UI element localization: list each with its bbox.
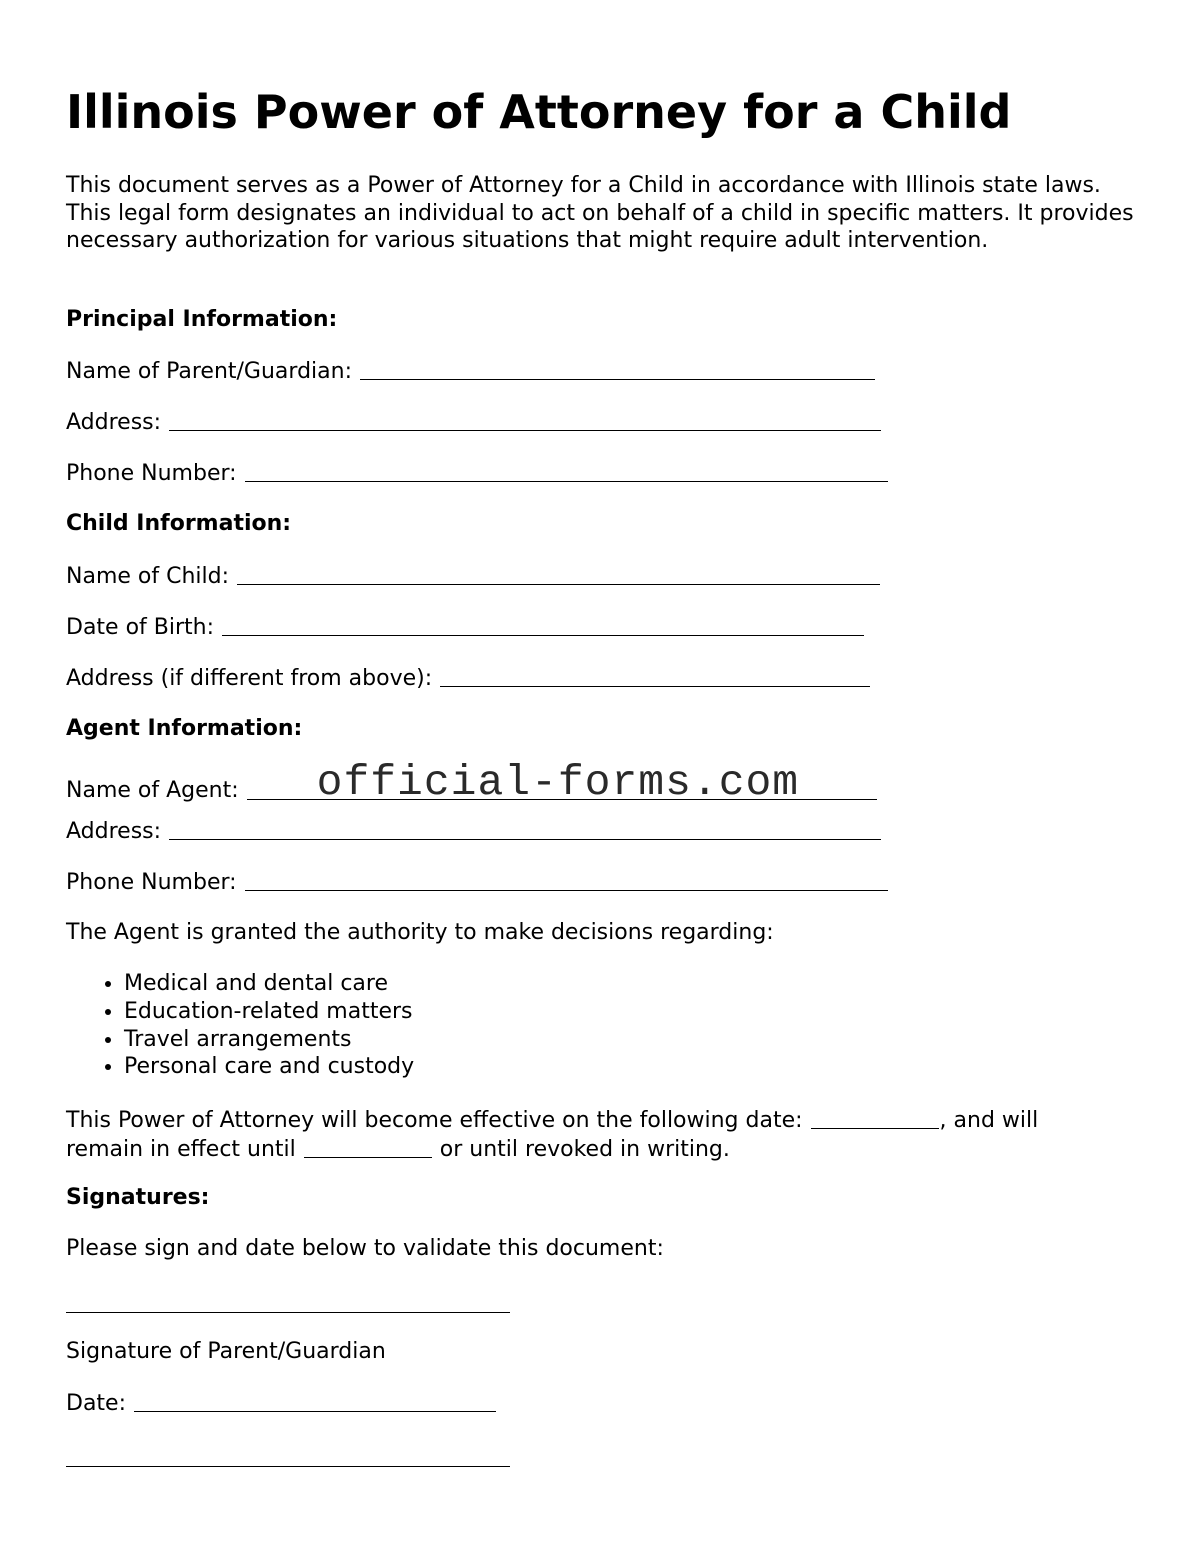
agent-address-label: Address: xyxy=(66,819,162,844)
agent-address-blank[interactable] xyxy=(169,819,881,840)
principal-phone-label: Phone Number: xyxy=(66,461,237,486)
parent-date-label: Date: xyxy=(66,1391,126,1416)
agent-phone-label: Phone Number: xyxy=(66,870,237,895)
agent-name-label: Name of Agent: xyxy=(66,778,239,803)
agent-phone-field xyxy=(66,868,888,897)
signatures-heading: Signatures: xyxy=(66,1185,210,1210)
child-heading: Child Information: xyxy=(66,511,292,536)
document-title: Illinois Power of Attorney for a Child xyxy=(66,85,1012,139)
child-address-field xyxy=(66,664,870,693)
parent-signature-line[interactable] xyxy=(66,1312,510,1313)
effective-text-3: remain in effect until xyxy=(66,1136,296,1162)
principal-address-label: Address: xyxy=(66,410,162,435)
child-address-blank[interactable] xyxy=(440,666,870,687)
parent-signature-label: Signature of Parent/Guardian xyxy=(66,1339,386,1364)
effective-text-2: , and will xyxy=(939,1108,1039,1133)
second-signature-line[interactable] xyxy=(66,1466,510,1467)
principal-name-blank[interactable] xyxy=(360,359,875,380)
authority-item-custody: • Personal care and custody xyxy=(124,1053,414,1081)
agent-name-blank[interactable] xyxy=(247,758,877,807)
principal-heading: Principal Information: xyxy=(66,307,338,332)
principal-name-label: Name of Parent/Guardian: xyxy=(66,359,352,384)
end-date-blank[interactable] xyxy=(304,1137,432,1158)
authority-item-travel: • Travel arrangements xyxy=(124,1026,414,1054)
child-name-label: Name of Child: xyxy=(66,564,230,589)
intro-paragraph: This document serves as a Power of Attorney for a Child in accordance with Illinois state laws. This legal form designates an individual to act on behalf of a child in specific matters. It provides necessary authorization for various situations that might require adult intervention. xyxy=(66,173,1134,254)
parent-date-field xyxy=(66,1389,496,1418)
authority-list xyxy=(66,970,414,1081)
signatures-instruction: Please sign and date below to validate this document: xyxy=(66,1236,664,1261)
child-name-field xyxy=(66,562,880,591)
child-dob-blank[interactable] xyxy=(222,615,864,636)
principal-address-field xyxy=(66,408,881,437)
agent-address-field xyxy=(66,817,881,846)
authority-item-education: • Education-related matters xyxy=(124,998,414,1026)
agent-name-value: official-forms.com xyxy=(316,758,800,807)
agent-heading: Agent Information: xyxy=(66,716,303,741)
principal-name-field xyxy=(66,357,875,386)
effective-paragraph xyxy=(66,1106,1038,1163)
parent-date-blank[interactable] xyxy=(134,1391,496,1412)
principal-address-blank[interactable] xyxy=(169,410,881,431)
effective-text-1: This Power of Attorney will become effective on the following date: xyxy=(66,1108,803,1133)
child-dob-field xyxy=(66,613,864,642)
principal-phone-blank[interactable] xyxy=(245,461,888,482)
effective-text-4: or until revoked in writing. xyxy=(439,1136,730,1162)
agent-name-field xyxy=(66,758,877,807)
child-name-blank[interactable] xyxy=(237,564,880,585)
authority-item-medical: • Medical and dental care xyxy=(124,970,414,998)
child-address-label: Address (if different from above): xyxy=(66,666,433,691)
principal-phone-field xyxy=(66,459,888,488)
effective-date-blank[interactable] xyxy=(811,1108,939,1129)
agent-phone-blank[interactable] xyxy=(245,870,888,891)
child-dob-label: Date of Birth: xyxy=(66,615,215,640)
authority-intro: The Agent is granted the authority to make decisions regarding: xyxy=(66,920,774,945)
